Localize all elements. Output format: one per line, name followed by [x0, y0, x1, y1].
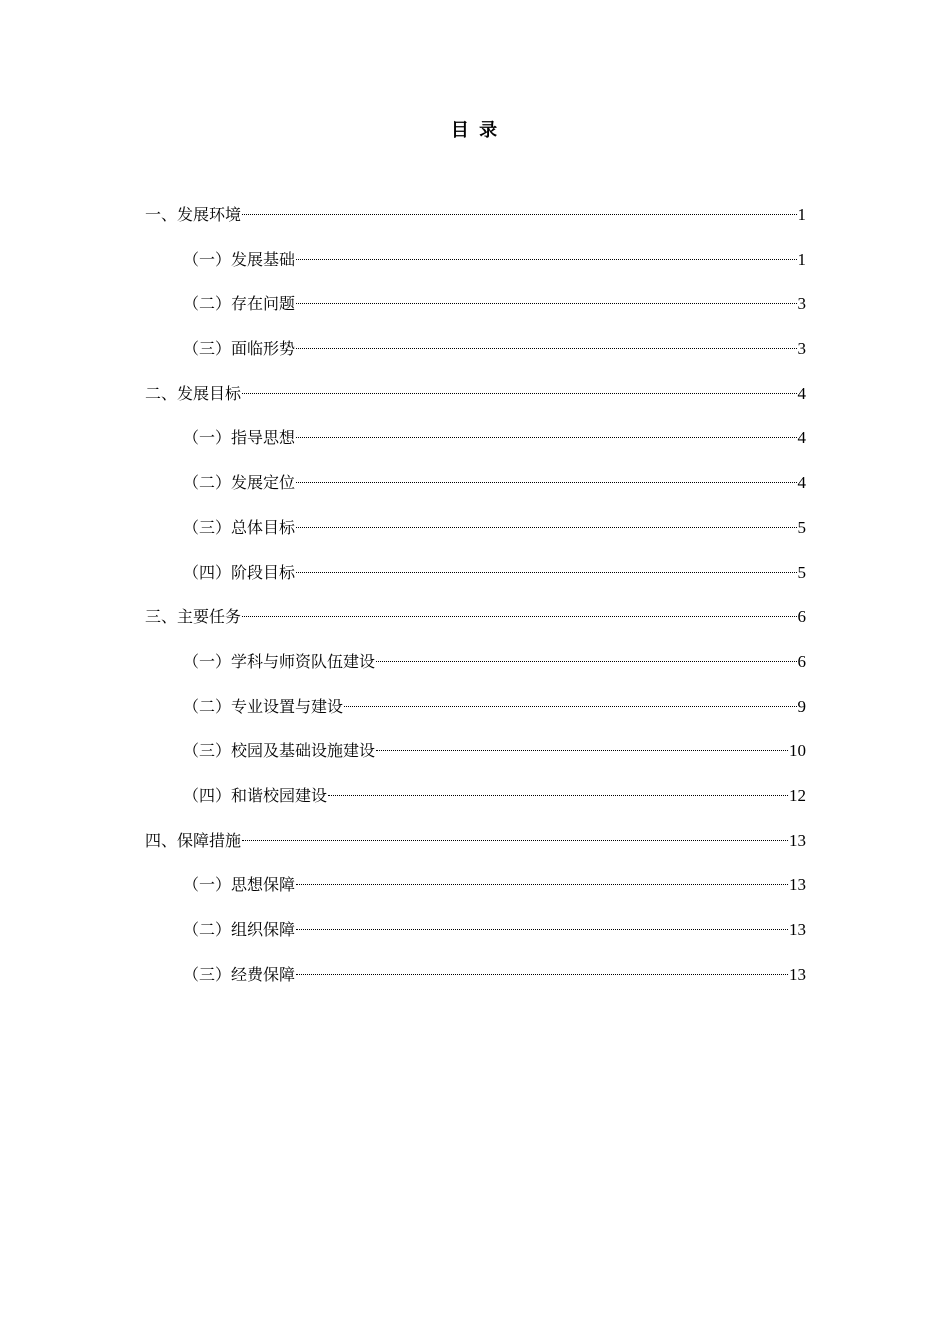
toc-entry[interactable] — [145, 779, 806, 824]
toc-entry[interactable] — [145, 645, 806, 690]
toc-entry-page: 6 — [797, 651, 806, 671]
toc-dot-leader — [376, 661, 796, 662]
toc-entry-label: （三）经费保障 — [183, 964, 296, 984]
toc-entry[interactable] — [145, 734, 806, 779]
toc-entry-page: 3 — [797, 294, 806, 314]
toc-entry[interactable] — [145, 287, 806, 332]
toc-entry[interactable] — [145, 958, 806, 1003]
toc-entry-label: （一）发展基础 — [183, 249, 296, 269]
toc-entry-label: 三、主要任务 — [145, 607, 242, 627]
toc-entry-label: 四、保障措施 — [145, 830, 242, 850]
toc-entry-page: 4 — [797, 473, 806, 493]
toc-entry[interactable] — [145, 421, 806, 466]
toc-entry-label: （一）思想保障 — [183, 875, 296, 895]
toc-entry[interactable] — [145, 511, 806, 556]
toc-entry[interactable] — [145, 243, 806, 288]
toc-dot-leader — [296, 527, 796, 528]
toc-entry-page: 1 — [797, 205, 806, 224]
toc-entry[interactable] — [145, 556, 806, 601]
toc-entry-page: 13 — [789, 875, 806, 895]
toc-dot-leader — [296, 572, 796, 573]
toc-dot-leader — [296, 974, 788, 975]
toc-entry-label: （一）学科与师资队伍建设 — [183, 651, 376, 671]
toc-entry[interactable] — [145, 332, 806, 377]
toc-entry-page: 3 — [797, 339, 806, 359]
toc-dot-leader — [242, 840, 788, 841]
toc-dot-leader — [296, 482, 796, 483]
toc-dot-leader — [328, 795, 788, 796]
toc-dot-leader — [296, 884, 788, 885]
toc-entry[interactable] — [145, 466, 806, 511]
toc-dot-leader — [242, 393, 796, 394]
toc-entry-page: 4 — [797, 428, 806, 448]
toc-entry[interactable] — [145, 198, 806, 243]
toc-dot-leader — [376, 750, 788, 751]
toc-entry[interactable] — [145, 377, 806, 422]
toc-list — [145, 198, 806, 1002]
toc-entry-page: 5 — [797, 562, 806, 582]
toc-dot-leader — [242, 616, 796, 617]
toc-entry-page: 13 — [789, 964, 806, 984]
toc-entry-label: 一、发展环境 — [145, 205, 242, 224]
toc-entry-label: （三）校园及基础设施建设 — [183, 741, 376, 761]
toc-entry-page: 13 — [789, 920, 806, 939]
toc-entry-page: 9 — [797, 696, 806, 716]
toc-entry[interactable] — [145, 868, 806, 913]
toc-entry-page: 10 — [789, 741, 806, 761]
toc-entry-label: （二）专业设置与建设 — [183, 696, 344, 716]
toc-entry-page: 13 — [789, 830, 806, 850]
toc-entry-label: （三）总体目标 — [183, 517, 296, 537]
toc-entry-label: （四）和谐校园建设 — [183, 785, 328, 805]
toc-dot-leader — [296, 437, 796, 438]
toc-entry[interactable] — [145, 600, 806, 645]
toc-entry-page: 6 — [797, 607, 806, 627]
toc-entry-label: （四）阶段目标 — [183, 562, 296, 582]
toc-entry-page: 4 — [797, 383, 806, 403]
toc-dot-leader — [296, 303, 796, 304]
toc-entry[interactable] — [145, 824, 806, 869]
toc-title: 目 录 — [450, 120, 500, 141]
toc-entry-page: 1 — [797, 249, 806, 269]
toc-dot-leader — [344, 706, 796, 707]
toc-dot-leader — [242, 214, 796, 215]
toc-entry-label: （二）存在问题 — [183, 294, 296, 314]
toc-dot-leader — [296, 259, 796, 260]
toc-entry-label: 二、发展目标 — [145, 383, 242, 403]
toc-entry-label: （一）指导思想 — [183, 428, 296, 448]
toc-entry-label: （二）组织保障 — [183, 920, 296, 939]
toc-entry[interactable] — [145, 690, 806, 735]
toc-entry[interactable] — [145, 913, 806, 958]
toc-dot-leader — [296, 929, 788, 930]
toc-dot-leader — [296, 348, 796, 349]
toc-entry-label: （二）发展定位 — [183, 473, 296, 493]
toc-entry-page: 12 — [789, 785, 806, 805]
toc-entry-page: 5 — [797, 517, 806, 537]
toc-entry-label: （三）面临形势 — [183, 339, 296, 359]
